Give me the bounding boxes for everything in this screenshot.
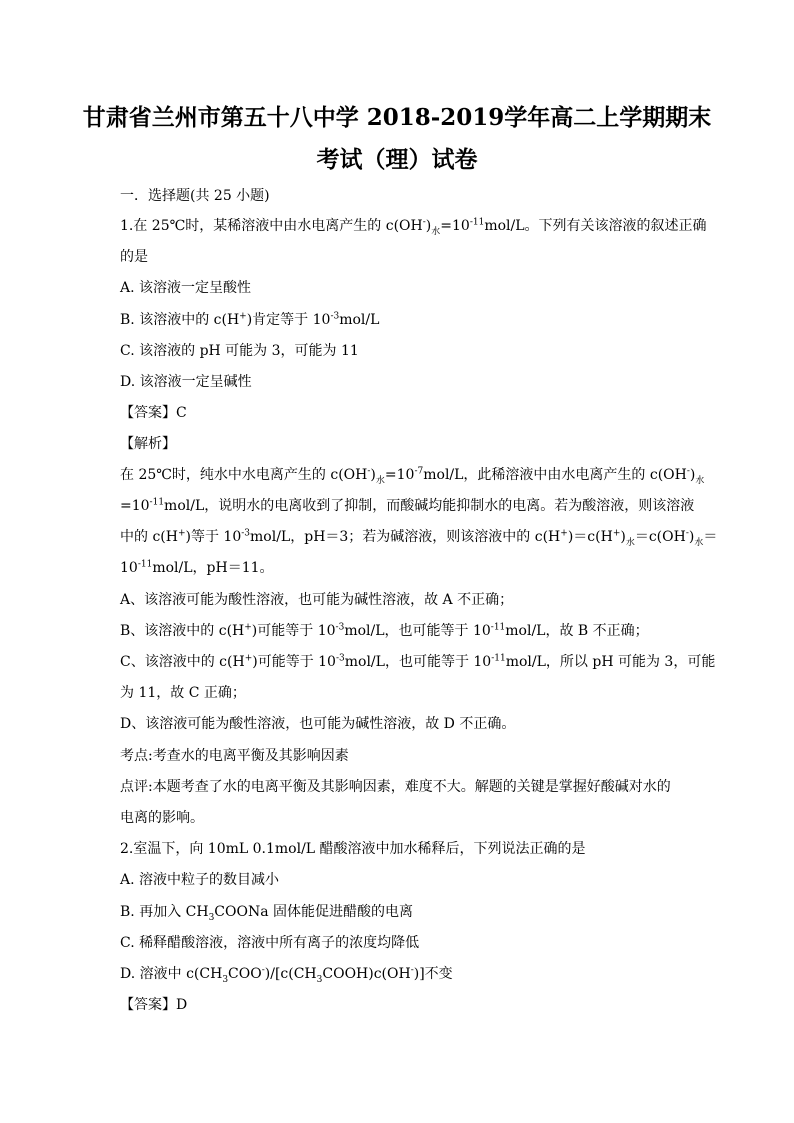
text: ) [620,529,626,545]
text: )可能等于 10 [251,623,336,639]
sup: -3 [335,653,345,664]
text: )]不变 [413,966,453,982]
q1-dianping-cont: 电离的影响。 [120,810,204,826]
sup: - [686,466,690,477]
sub: 水 [695,475,705,486]
q2-answer: 【答案】D [120,997,188,1013]
sub: 3 [208,912,215,923]
text: ) [689,467,696,483]
text: )肯定等于 10 [246,312,331,328]
sup: -3 [330,311,340,322]
q1-analysis-line2 [120,496,694,516]
q2-option-a: A. 溶液中粒子的数目减小 [120,872,280,888]
text: =10 [440,218,470,234]
q1-answer: 【答案】C [120,405,187,421]
text: COONa 固体能促进醋酸的电离 [214,904,414,920]
text: mol/L，所以 pH 可能为 3，可能 [505,654,716,670]
text: ＝ [703,529,718,545]
sup: + [239,311,247,322]
q2-option-b [120,902,413,922]
sub: 水 [375,475,385,486]
text: C、该溶液中的 c(H [120,654,245,670]
sup: -11 [469,217,485,228]
text: 10 [120,560,138,576]
text: 1.在 25℃时，某稀溶液中由水电离产生的 c(OH [120,218,423,234]
sup: -3 [335,622,345,633]
q1-explain-c [120,652,715,672]
text: 在 25℃时，纯水中水电离产生的 c(OH [120,467,368,483]
section-heading: 一．选择题(共 25 小题) [120,188,270,204]
sup: -11 [149,497,165,508]
sup: -11 [491,653,506,664]
q1-analysis-line3 [120,527,717,547]
text: B、该溶液中的 c(H [120,623,245,639]
q2-option-c: C. 稀释醋酸溶液，溶液中所有离子的浓度均降低 [120,935,420,951]
text: ＝c(OH [634,529,686,545]
text: mol/L，pH＝3；若为碱溶液，则该溶液中的 c(H [250,529,561,545]
q1-explain-a: A、该溶液可能为酸性溶液，也可能为碱性溶液，故 A 不正确； [120,592,514,608]
sup: - [261,965,265,976]
text: mol/L。下列有关该溶液的叙述正确 [484,218,707,234]
q1-option-d: D. 该溶液一定呈碱性 [120,374,252,390]
sup: + [177,528,186,539]
text: COO [228,966,262,982]
q1-analysis-heading: 【解析】 [120,436,176,452]
text: 中的 c(H [120,529,178,545]
text: mol/L，故 B 不正确； [505,623,649,639]
text: B. 再加入 CH [120,904,209,920]
q1-option-c: C. 该溶液的 pH 可能为 3，可能为 11 [120,343,359,359]
text: =10 [120,498,150,514]
sub: 3 [222,974,229,985]
text: D. 溶液中 c(CH [120,966,223,982]
q1-analysis-line4 [120,558,274,578]
q1-stem [120,216,707,236]
text: mol/L，此稀溶液中由水电离产生的 c(OH [423,467,687,483]
q1-explain-c-cont: 为 11，故 C 正确； [120,685,246,701]
text: mol/L，也可能等于 10 [344,654,492,670]
q2-option-d [120,964,453,984]
sub: 水 [694,537,704,548]
text: mol/L，说明水的电离收到了抑制，而酸碱均能抑制水的电离。若为酸溶液，则该溶液 [164,498,695,514]
text: ) [425,218,432,234]
sup: + [244,622,252,633]
text: ) [688,529,695,545]
text: mol/L [339,312,380,328]
q1-analysis-line1 [120,465,704,485]
doc-title-line2: 考试（理）试卷 [316,146,478,173]
text: )＝c(H [567,529,613,545]
q1-dianping: 点评:本题考查了水的电离平衡及其影响因素，难度不大。解题的关键是掌握好酸碱对水的 [120,779,671,795]
text: mol/L，也可能等于 10 [344,623,491,639]
q1-option-a: A. 该溶液一定呈酸性 [120,280,252,296]
sup: - [410,965,414,976]
text: =10 [384,467,415,483]
text: B. 该溶液中的 c(H [120,312,240,328]
q1-explain-b [120,621,649,641]
sup: - [422,217,426,228]
sup: - [685,528,689,539]
text: COOH)c(OH [322,966,411,982]
doc-title-line1: 甘肃省兰州市第五十八中学 2018-2019学年高二上学期期末 [82,104,712,131]
sup: -11 [137,559,153,570]
sup: + [612,528,621,539]
text: mol/L，pH＝11。 [152,560,274,576]
q1-option-b [120,310,379,330]
q1-stem-cont: 的是 [120,249,148,265]
sup: -7 [414,466,424,477]
sub: 3 [316,974,323,985]
q1-kaodian: 考点:考查水的电离平衡及其影响因素 [120,748,349,764]
text: )/[c(CH [264,966,317,982]
sup: + [560,528,568,539]
text: )等于 10 [185,529,242,545]
sup: -11 [490,622,506,633]
text: )可能等于 10 [252,654,336,670]
sup: -3 [241,528,251,539]
sup: + [244,653,253,664]
sub: 水 [431,226,441,237]
sub: 水 [625,537,635,548]
sup: - [367,466,371,477]
q1-explain-d: D、该溶液可能为酸性溶液，也可能为碱性溶液，故 D 不正确。 [120,716,516,732]
q2-stem: 2.室温下，向 10mL 0.1mol/L 醋酸溶液中加水稀释后，下列说法正确的是 [120,841,586,857]
text: ) [370,467,376,483]
